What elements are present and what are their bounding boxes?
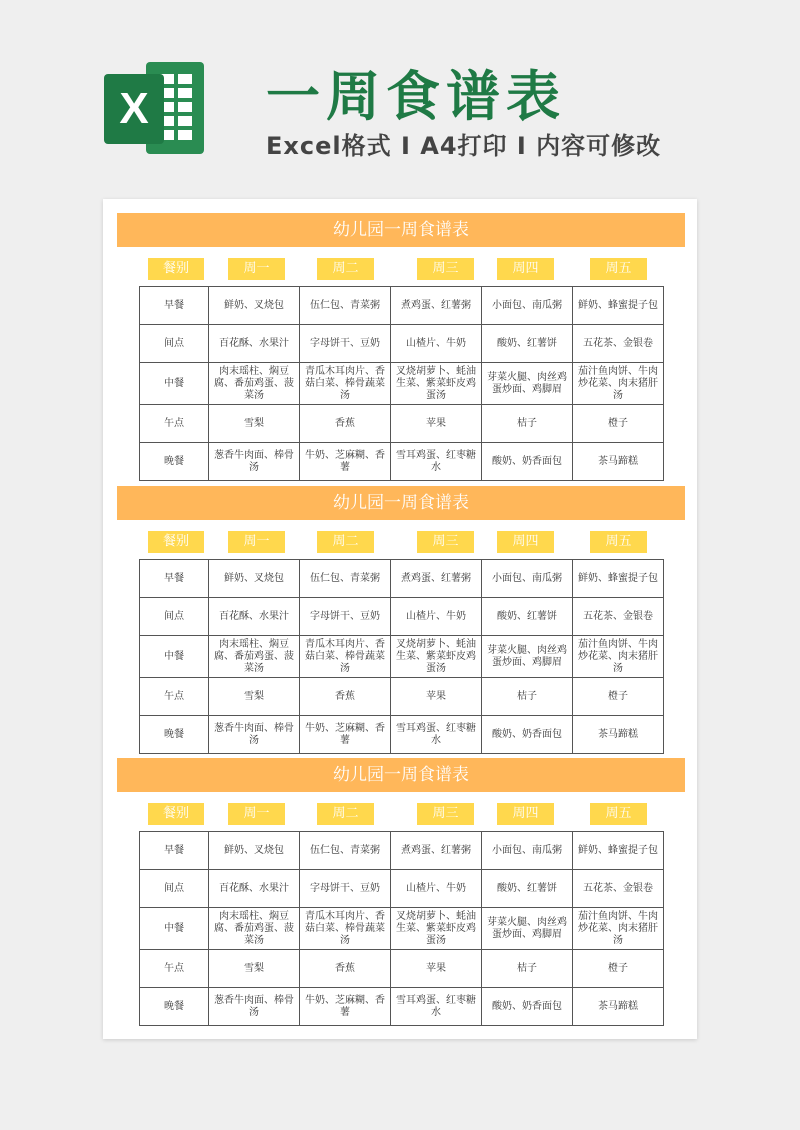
dish-cell: 芽菜火腿、肉丝鸡蛋炒面、鸡脚眉 xyxy=(482,363,573,405)
dish-cell: 香蕉 xyxy=(300,950,391,988)
dish-cell: 雪梨 xyxy=(209,950,300,988)
table-row xyxy=(140,363,664,405)
dish-cell: 鲜奶、蜂蜜提子包 xyxy=(573,832,664,870)
meal-cell: 中餐 xyxy=(140,636,209,678)
dish-cell: 鲜奶、蜂蜜提子包 xyxy=(573,287,664,325)
dish-cell: 青瓜木耳肉片、香菇白菜、棒骨蔬菜汤 xyxy=(300,363,391,405)
menu-table xyxy=(139,559,664,754)
dish-cell: 小面包、南瓜粥 xyxy=(482,832,573,870)
dish-cell: 叉烧胡萝卜、蚝油生菜、紫菜虾皮鸡蛋汤 xyxy=(391,908,482,950)
dish-cell: 鲜奶、叉烧包 xyxy=(209,287,300,325)
dish-cell: 肉末瑶柱、焖豆腐、番茄鸡蛋、菠菜汤 xyxy=(209,636,300,678)
excel-x-tile: X xyxy=(104,74,164,144)
dish-cell: 煮鸡蛋、红薯粥 xyxy=(391,832,482,870)
table-row xyxy=(140,988,664,1026)
dish-cell: 茶马蹄糕 xyxy=(573,716,664,754)
dish-cell: 字母饼干、豆奶 xyxy=(300,325,391,363)
meal-cell: 间点 xyxy=(140,325,209,363)
meal-cell: 午点 xyxy=(140,950,209,988)
day-label-friday: 周五 xyxy=(590,531,647,553)
meal-cell: 中餐 xyxy=(140,363,209,405)
dish-cell: 百花酥、水果汁 xyxy=(209,325,300,363)
dish-cell: 叉烧胡萝卜、蚝油生菜、紫菜虾皮鸡蛋汤 xyxy=(391,363,482,405)
dish-cell: 芽菜火腿、肉丝鸡蛋炒面、鸡脚眉 xyxy=(482,908,573,950)
menu-section-2 xyxy=(117,486,685,752)
meal-cell: 中餐 xyxy=(140,908,209,950)
dish-cell: 五花茶、金银卷 xyxy=(573,870,664,908)
meal-cell: 早餐 xyxy=(140,287,209,325)
day-label-monday: 周一 xyxy=(228,531,285,553)
dish-cell: 苹果 xyxy=(391,950,482,988)
dish-cell: 桔子 xyxy=(482,405,573,443)
meal-type-label: 餐别 xyxy=(148,803,204,825)
meal-type-label: 餐别 xyxy=(148,258,204,280)
meal-cell: 晚餐 xyxy=(140,443,209,481)
table-row xyxy=(140,598,664,636)
dish-cell: 橙子 xyxy=(573,405,664,443)
page-subtitle: Excel格式 I A4打印 I 内容可修改 xyxy=(266,132,662,160)
dish-cell: 青瓜木耳肉片、香菇白菜、棒骨蔬菜汤 xyxy=(300,908,391,950)
dish-cell: 茄汁鱼肉饼、牛肉炒花菜、肉末猪肝汤 xyxy=(573,363,664,405)
menu-sheet-paper xyxy=(103,199,697,1039)
dish-cell: 鲜奶、叉烧包 xyxy=(209,832,300,870)
day-label-wednesday: 周三 xyxy=(417,531,474,553)
day-label-friday: 周五 xyxy=(590,258,647,280)
dish-cell: 百花酥、水果汁 xyxy=(209,870,300,908)
table-row xyxy=(140,560,664,598)
page-title: 一周食谱表 xyxy=(266,65,566,128)
dish-cell: 肉末瑶柱、焖豆腐、番茄鸡蛋、菠菜汤 xyxy=(209,908,300,950)
dish-cell: 鲜奶、蜂蜜提子包 xyxy=(573,560,664,598)
dish-cell: 山楂片、牛奶 xyxy=(391,870,482,908)
day-label-monday: 周一 xyxy=(228,258,285,280)
table-row xyxy=(140,443,664,481)
section-title: 幼儿园一周食谱表 xyxy=(117,758,685,792)
dish-cell: 茄汁鱼肉饼、牛肉炒花菜、肉末猪肝汤 xyxy=(573,636,664,678)
dish-cell: 茄汁鱼肉饼、牛肉炒花菜、肉末猪肝汤 xyxy=(573,908,664,950)
dish-cell: 茶马蹄糕 xyxy=(573,443,664,481)
meal-cell: 晚餐 xyxy=(140,716,209,754)
day-label-wednesday: 周三 xyxy=(417,258,474,280)
dish-cell: 橙子 xyxy=(573,678,664,716)
dish-cell: 葱香牛肉面、棒骨汤 xyxy=(209,988,300,1026)
dish-cell: 酸奶、奶香面包 xyxy=(482,716,573,754)
dish-cell: 鲜奶、叉烧包 xyxy=(209,560,300,598)
dish-cell: 字母饼干、豆奶 xyxy=(300,598,391,636)
table-row xyxy=(140,636,664,678)
meal-type-label: 餐别 xyxy=(148,531,204,553)
day-label-wednesday: 周三 xyxy=(417,803,474,825)
day-label-thursday: 周四 xyxy=(497,803,554,825)
dish-cell: 桔子 xyxy=(482,678,573,716)
dish-cell: 小面包、南瓜粥 xyxy=(482,287,573,325)
dish-cell: 伍仁包、青菜粥 xyxy=(300,832,391,870)
menu-table xyxy=(139,831,664,1026)
meal-cell: 间点 xyxy=(140,870,209,908)
day-label-tuesday: 周二 xyxy=(317,258,374,280)
day-label-thursday: 周四 xyxy=(497,531,554,553)
dish-cell: 山楂片、牛奶 xyxy=(391,325,482,363)
section-title: 幼儿园一周食谱表 xyxy=(117,213,685,247)
table-row xyxy=(140,678,664,716)
meal-cell: 午点 xyxy=(140,678,209,716)
dish-cell: 苹果 xyxy=(391,405,482,443)
day-label-tuesday: 周二 xyxy=(317,531,374,553)
dish-cell: 青瓜木耳肉片、香菇白菜、棒骨蔬菜汤 xyxy=(300,636,391,678)
dish-cell: 酸奶、红薯饼 xyxy=(482,598,573,636)
dish-cell: 葱香牛肉面、棒骨汤 xyxy=(209,716,300,754)
meal-cell: 早餐 xyxy=(140,560,209,598)
menu-section-3 xyxy=(117,758,685,1024)
table-row xyxy=(140,832,664,870)
dish-cell: 茶马蹄糕 xyxy=(573,988,664,1026)
dish-cell: 橙子 xyxy=(573,950,664,988)
dish-cell: 香蕉 xyxy=(300,405,391,443)
dish-cell: 雪梨 xyxy=(209,678,300,716)
table-row xyxy=(140,325,664,363)
section-title: 幼儿园一周食谱表 xyxy=(117,486,685,520)
dish-cell: 牛奶、芝麻糊、香薯 xyxy=(300,988,391,1026)
dish-cell: 伍仁包、青菜粥 xyxy=(300,560,391,598)
dish-cell: 酸奶、奶香面包 xyxy=(482,988,573,1026)
day-label-tuesday: 周二 xyxy=(317,803,374,825)
day-label-monday: 周一 xyxy=(228,803,285,825)
table-row xyxy=(140,716,664,754)
dish-cell: 酸奶、奶香面包 xyxy=(482,443,573,481)
table-row xyxy=(140,950,664,988)
table-row xyxy=(140,405,664,443)
dish-cell: 酸奶、红薯饼 xyxy=(482,870,573,908)
dish-cell: 酸奶、红薯饼 xyxy=(482,325,573,363)
dish-cell: 煮鸡蛋、红薯粥 xyxy=(391,560,482,598)
dish-cell: 牛奶、芝麻糊、香薯 xyxy=(300,716,391,754)
dish-cell: 雪耳鸡蛋、红枣糖水 xyxy=(391,716,482,754)
dish-cell: 苹果 xyxy=(391,678,482,716)
day-label-thursday: 周四 xyxy=(497,258,554,280)
meal-cell: 间点 xyxy=(140,598,209,636)
menu-table xyxy=(139,286,664,481)
dish-cell: 肉末瑶柱、焖豆腐、番茄鸡蛋、菠菜汤 xyxy=(209,363,300,405)
dish-cell: 五花茶、金银卷 xyxy=(573,598,664,636)
dish-cell: 香蕉 xyxy=(300,678,391,716)
dish-cell: 雪梨 xyxy=(209,405,300,443)
dish-cell: 百花酥、水果汁 xyxy=(209,598,300,636)
table-row xyxy=(140,908,664,950)
dish-cell: 芽菜火腿、肉丝鸡蛋炒面、鸡脚眉 xyxy=(482,636,573,678)
dish-cell: 雪耳鸡蛋、红枣糖水 xyxy=(391,988,482,1026)
dish-cell: 山楂片、牛奶 xyxy=(391,598,482,636)
dish-cell: 叉烧胡萝卜、蚝油生菜、紫菜虾皮鸡蛋汤 xyxy=(391,636,482,678)
dish-cell: 五花茶、金银卷 xyxy=(573,325,664,363)
dish-cell: 桔子 xyxy=(482,950,573,988)
dish-cell: 煮鸡蛋、红薯粥 xyxy=(391,287,482,325)
meal-cell: 晚餐 xyxy=(140,988,209,1026)
dish-cell: 伍仁包、青菜粥 xyxy=(300,287,391,325)
table-row xyxy=(140,287,664,325)
dish-cell: 小面包、南瓜粥 xyxy=(482,560,573,598)
dish-cell: 牛奶、芝麻糊、香薯 xyxy=(300,443,391,481)
day-label-friday: 周五 xyxy=(590,803,647,825)
meal-cell: 早餐 xyxy=(140,832,209,870)
meal-cell: 午点 xyxy=(140,405,209,443)
menu-section-1 xyxy=(117,213,685,479)
dish-cell: 雪耳鸡蛋、红枣糖水 xyxy=(391,443,482,481)
dish-cell: 葱香牛肉面、棒骨汤 xyxy=(209,443,300,481)
table-row xyxy=(140,870,664,908)
dish-cell: 字母饼干、豆奶 xyxy=(300,870,391,908)
header xyxy=(0,0,800,200)
excel-logo-icon xyxy=(104,62,204,154)
